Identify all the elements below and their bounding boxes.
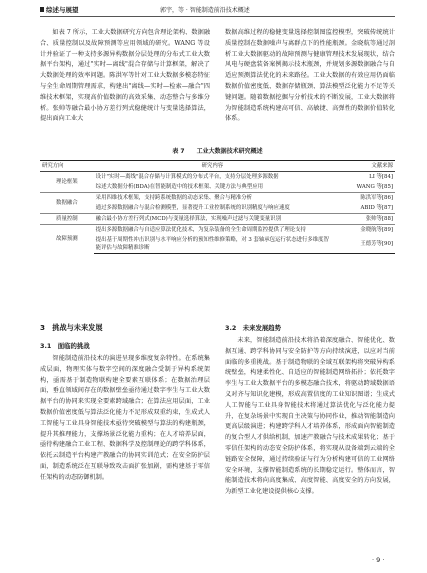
row-direction: 理论框架	[56, 179, 78, 185]
table-caption-text: 工业大数据技术研究概述	[196, 148, 263, 155]
subsection-3-2-title: 3.2 未来发展趋势	[225, 324, 282, 332]
row-ref: 王德芳等[90]	[331, 235, 395, 254]
row-content: 提出多源数据融合与自适应算法优化技术，为复杂装备的全生命周期监控提供了理论支持	[94, 225, 331, 236]
row-ref: 金晓航等[89]	[331, 225, 395, 236]
table-header-row	[40, 161, 395, 172]
table-row	[40, 214, 395, 225]
section-3-title: 3 挑战与未来发展	[40, 323, 103, 332]
running-header	[40, 3, 395, 17]
challenges-paragraph: 智能制造前沿技术的演进呈现多维度复杂特性。在系统集成层面，物理实体与数字空间的深度融合受制于异构系统架构，亟需基于制造物联构建全要素互联体系；在数据治理层面，垂直领域间存在的数据壁垒亟待通过数字孪生与工业大数据平台的协同来实现全要素跨域融合；在算法应用层面，工业数据价值密度低与算法泛化能力不足形成双重约束，生成式人工智能与工业具身智能技术亟待突破模型与算法的构建瓶颈，提升其推理能力，支撑场景泛化能力重构；在人才培养层面，亟待构建融合工业工程、数据科学及控制理论的跨学科体系，依托云制造平台构建产教融合的协同实训范式；在安全防护层面，制造系统泛在互联导致攻击面扩张加剧，需构建基于零信任架构的动态防御机制。	[40, 355, 210, 481]
section-marker	[40, 7, 44, 12]
row-content: 提出基于周期性冲击识别与水平响应分析的预知性维修策略，对 3 套轴承包运行状态进行多维度智能评估与故障精准诊断	[94, 235, 331, 254]
header-direction: 研究方向	[40, 161, 94, 172]
table-row	[40, 203, 395, 214]
table-row	[40, 235, 395, 254]
running-title: 郭宇，等 · 智能制造前沿技术概述	[160, 7, 250, 14]
table-row	[40, 225, 395, 236]
table-row	[40, 172, 395, 183]
row-ref: LI 等[84]	[369, 174, 393, 180]
row-content: 融合最小协方差行列式(MCD)与变量选择算法，实现噪声过滤与关键变量识别	[94, 214, 331, 225]
page-number: · 9 ·	[372, 556, 385, 564]
header-ref: 文献来源	[331, 161, 395, 172]
row-content: 通过多源数据融合与混合检测模型，显著提升工业控制系统的识别精度与响应速度	[95, 205, 290, 211]
table-row	[40, 182, 395, 193]
research-table	[40, 160, 395, 254]
table-row	[40, 193, 395, 204]
intro-paragraph-right: 数据高维过程的稳健变量选择控制图监控模型，突破传统统计质量控制在数据噪声与离群点下的性能瓶颈。金晓航等通过剖析工业大数据驱动的故障预测与健康管理技术发展现状，结合风电与硬盘装备案例揭示技术瓶颈，并规划多源数据融合与自适应预测算法优化的未来路径。工业大数据的有效应用仍面临数据价值密度低、数据存储瓶颈、算法模型泛化能力不足等关键问题。随着数据挖掘与分析技术的不断发展，工业大数据将为智能制造系统构建高可信、高敏捷、高弹性的数据价值转化体系。	[225, 29, 395, 123]
row-content: 设计"实时—离线"混合存储与计算模式的分布式平台，支持分层处理多源数据	[95, 174, 279, 180]
trends-paragraph: 未来，智能制造前沿技术将沿着深度融合、智能优化、数据互通、跨学科协同与安全防护等方向持续演进，以应对当前面临的多重挑战。基于制造物联的全域互联架构将突破异构系统壁垒，构建柔性化、自适应的智能制造网络拓扑；依托数字孪生与工业大数据平台的多模态融合技术，将驱动跨域数据语义对齐与知识化建模，形成高置信度的工业知识图谱；生成式人工智能与工业具身智能技术将通过算法优化与泛化能力提升，在复杂场景中实现自主决策与协同作业，推动智能制造向更高层级演进；构建跨学科人才培养体系，形成面向智能制造的复合型人才供给机制，加速产教融合与技术成果转化；基于零信任架构的动态安全防护体系，将实现从设备端到云端的全链路安全保障，通过持续验证与行为分析构建可信的工业网络安全环境，支撑智能制造系统的长期稳定运行。整体而言，智能制造技术将向高度集成、高度智能、高度安全的方向发展，为新型工业化建设提供核心支撑。	[225, 337, 395, 496]
row-ref: 陈洪军等[86]	[331, 193, 395, 204]
subsection-3-1-title: 3.1 面临的挑战	[40, 342, 90, 350]
intro-paragraph-left: 如表 7 所示，工业大数据研究方向包含理论架构、数据融合、质量控制以及故障预测等应用领域的研究。WANG 等设计并验证了一种支持多源异构数据分层处理的分布式工业大数据平台架构，通过"实时—离线"混合存储与计算框架，解决了大数据处理的效率问题。陈洪军等针对工业大数据多模态特征与全生命周期管理需求，构建出"离线—实时—检索—融合"四维技术框架，实现高价值数据的高效采集、动态整合与多维分析。张帅等融合最小协方差行列式稳健统计与变量选择算法，提出面向工业大	[40, 29, 210, 123]
row-ref: WANG 等[85]	[356, 184, 393, 190]
row-direction: 数据融合	[40, 193, 94, 214]
header-content: 研究内容	[94, 161, 331, 172]
row-direction: 故障预测	[40, 225, 94, 254]
row-ref: 张帅等[88]	[331, 214, 395, 225]
row-ref: ABID 等[87]	[360, 205, 393, 211]
table-caption	[40, 146, 395, 155]
row-content: 综述大数据分析(BDA)在智能制造中的技术框架、关键方法与典型应用	[95, 184, 263, 190]
row-content: 采用四维技术框架，支持跨系统数据的动态采集、聚合与精准分析	[94, 193, 331, 204]
section-label: 综述与展望	[46, 6, 79, 14]
table-number: 表 7	[172, 148, 185, 155]
row-direction: 质量控制	[40, 214, 94, 225]
